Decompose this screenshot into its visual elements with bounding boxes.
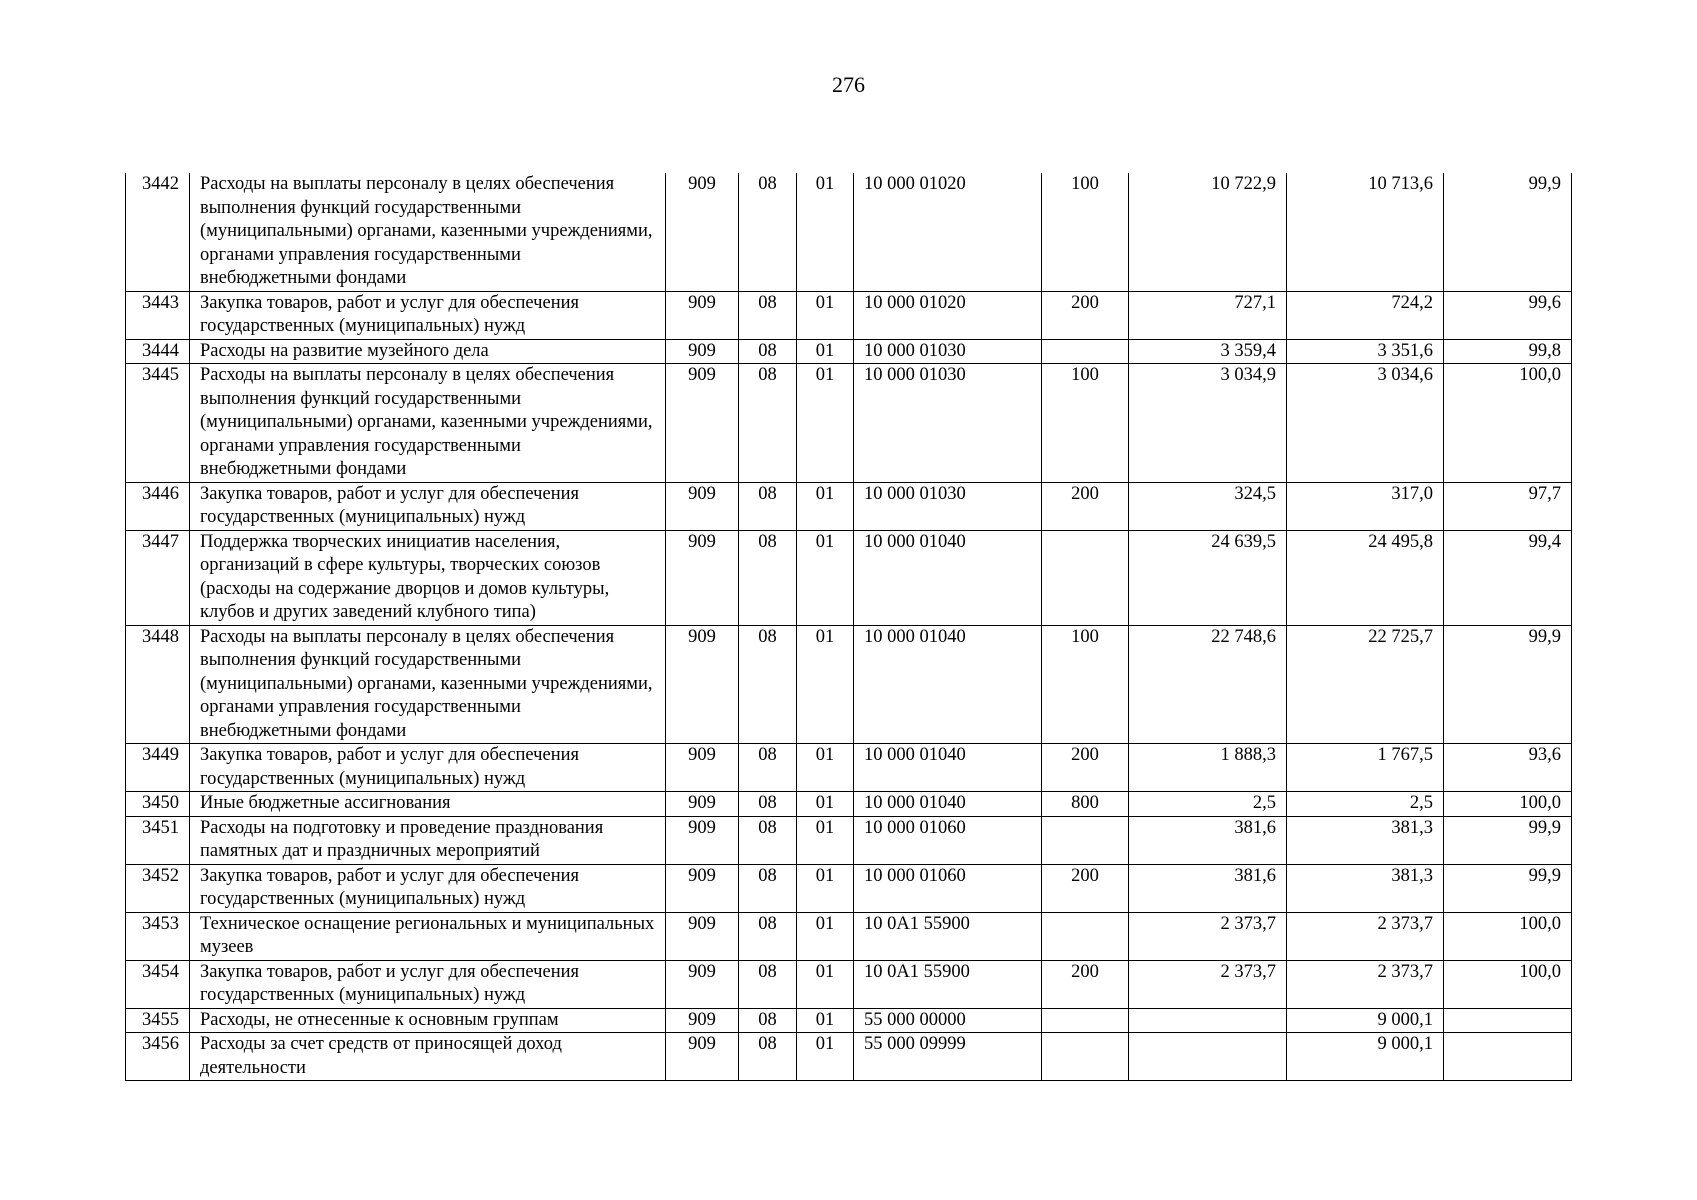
row-number: 3443 <box>126 291 190 339</box>
actual-amount: 2 373,7 <box>1287 960 1444 1008</box>
expense-name: Закупка товаров, работ и услуг для обеспечения государственных (муниципальных) нужд <box>190 960 666 1008</box>
subsection-code: 01 <box>797 482 854 530</box>
expense-type-code: 200 <box>1042 864 1129 912</box>
expense-type-code: 100 <box>1042 364 1129 483</box>
table-row <box>126 792 1572 817</box>
expense-name: Расходы на выплаты персоналу в целях обеспечения выполнения функций государственными (муниципальными) органами, казенными учреждениями, органами управления государственными внебюджетными фондами <box>190 364 666 483</box>
section-code: 08 <box>739 912 797 960</box>
ministry-code: 909 <box>666 339 739 364</box>
execution-percent: 99,8 <box>1444 339 1572 364</box>
row-number: 3453 <box>126 912 190 960</box>
planned-amount: 2,5 <box>1129 792 1287 817</box>
planned-amount: 22 748,6 <box>1129 625 1287 744</box>
ministry-code: 909 <box>666 291 739 339</box>
ministry-code: 909 <box>666 912 739 960</box>
execution-percent: 99,9 <box>1444 625 1572 744</box>
subsection-code: 01 <box>797 625 854 744</box>
planned-amount: 2 373,7 <box>1129 912 1287 960</box>
execution-percent <box>1444 1008 1572 1033</box>
row-number: 3446 <box>126 482 190 530</box>
actual-amount: 22 725,7 <box>1287 625 1444 744</box>
subsection-code: 01 <box>797 364 854 483</box>
subsection-code: 01 <box>797 339 854 364</box>
actual-amount: 9 000,1 <box>1287 1008 1444 1033</box>
section-code: 08 <box>739 339 797 364</box>
subsection-code: 01 <box>797 173 854 291</box>
expense-name: Техническое оснащение региональных и муниципальных музеев <box>190 912 666 960</box>
table-row <box>126 1008 1572 1033</box>
section-code: 08 <box>739 792 797 817</box>
expense-type-code: 200 <box>1042 291 1129 339</box>
table-row <box>126 864 1572 912</box>
section-code: 08 <box>739 1008 797 1033</box>
expense-type-code <box>1042 816 1129 864</box>
expense-name: Закупка товаров, работ и услуг для обеспечения государственных (муниципальных) нужд <box>190 291 666 339</box>
execution-percent: 100,0 <box>1444 960 1572 1008</box>
target-article-code: 10 000 01020 <box>854 173 1042 291</box>
ministry-code: 909 <box>666 864 739 912</box>
actual-amount: 3 351,6 <box>1287 339 1444 364</box>
subsection-code: 01 <box>797 1033 854 1081</box>
subsection-code: 01 <box>797 912 854 960</box>
table-row <box>126 530 1572 625</box>
section-code: 08 <box>739 1033 797 1081</box>
ministry-code: 909 <box>666 792 739 817</box>
row-number: 3455 <box>126 1008 190 1033</box>
planned-amount: 1 888,3 <box>1129 744 1287 792</box>
subsection-code: 01 <box>797 960 854 1008</box>
section-code: 08 <box>739 816 797 864</box>
target-article-code: 10 000 01060 <box>854 816 1042 864</box>
target-article-code: 10 000 01030 <box>854 364 1042 483</box>
row-number: 3448 <box>126 625 190 744</box>
expense-name: Закупка товаров, работ и услуг для обеспечения государственных (муниципальных) нужд <box>190 744 666 792</box>
target-article-code: 10 000 01040 <box>854 792 1042 817</box>
actual-amount: 3 034,6 <box>1287 364 1444 483</box>
ministry-code: 909 <box>666 960 739 1008</box>
expense-type-code: 100 <box>1042 173 1129 291</box>
section-code: 08 <box>739 864 797 912</box>
ministry-code: 909 <box>666 1033 739 1081</box>
table-row <box>126 625 1572 744</box>
ministry-code: 909 <box>666 625 739 744</box>
table-row <box>126 173 1572 291</box>
execution-percent: 99,6 <box>1444 291 1572 339</box>
execution-percent <box>1444 1033 1572 1081</box>
expense-name: Расходы, не отнесенные к основным группам <box>190 1008 666 1033</box>
row-number: 3456 <box>126 1033 190 1081</box>
actual-amount: 381,3 <box>1287 864 1444 912</box>
actual-amount: 1 767,5 <box>1287 744 1444 792</box>
planned-amount: 3 034,9 <box>1129 364 1287 483</box>
page-number: 276 <box>832 72 865 97</box>
subsection-code: 01 <box>797 864 854 912</box>
actual-amount: 381,3 <box>1287 816 1444 864</box>
subsection-code: 01 <box>797 291 854 339</box>
expense-type-code: 200 <box>1042 960 1129 1008</box>
section-code: 08 <box>739 625 797 744</box>
actual-amount: 10 713,6 <box>1287 173 1444 291</box>
expense-type-code: 800 <box>1042 792 1129 817</box>
execution-percent: 100,0 <box>1444 364 1572 483</box>
planned-amount: 3 359,4 <box>1129 339 1287 364</box>
actual-amount: 317,0 <box>1287 482 1444 530</box>
table-row <box>126 364 1572 483</box>
target-article-code: 55 000 00000 <box>854 1008 1042 1033</box>
row-number: 3454 <box>126 960 190 1008</box>
table-row <box>126 1033 1572 1081</box>
actual-amount: 9 000,1 <box>1287 1033 1444 1081</box>
subsection-code: 01 <box>797 744 854 792</box>
execution-percent: 99,9 <box>1444 816 1572 864</box>
ministry-code: 909 <box>666 173 739 291</box>
planned-amount: 727,1 <box>1129 291 1287 339</box>
expense-type-code: 200 <box>1042 482 1129 530</box>
actual-amount: 2,5 <box>1287 792 1444 817</box>
planned-amount <box>1129 1033 1287 1081</box>
section-code: 08 <box>739 744 797 792</box>
expense-name: Закупка товаров, работ и услуг для обеспечения государственных (муниципальных) нужд <box>190 482 666 530</box>
target-article-code: 10 000 01060 <box>854 864 1042 912</box>
expense-type-code: 100 <box>1042 625 1129 744</box>
row-number: 3450 <box>126 792 190 817</box>
expense-name: Поддержка творческих инициатив населения, организаций в сфере культуры, творческих союзов (расходы на содержание дворцов и домов культуры, клубов и других заведений клубного типа) <box>190 530 666 625</box>
row-number: 3444 <box>126 339 190 364</box>
table-row <box>126 291 1572 339</box>
execution-percent: 99,9 <box>1444 173 1572 291</box>
expense-type-code <box>1042 912 1129 960</box>
row-number: 3452 <box>126 864 190 912</box>
actual-amount: 24 495,8 <box>1287 530 1444 625</box>
expense-name: Расходы на развитие музейного дела <box>190 339 666 364</box>
execution-percent: 100,0 <box>1444 792 1572 817</box>
row-number: 3442 <box>126 173 190 291</box>
subsection-code: 01 <box>797 530 854 625</box>
target-article-code: 10 000 01040 <box>854 625 1042 744</box>
target-article-code: 10 000 01030 <box>854 482 1042 530</box>
ministry-code: 909 <box>666 482 739 530</box>
planned-amount: 2 373,7 <box>1129 960 1287 1008</box>
target-article-code: 10 000 01030 <box>854 339 1042 364</box>
expense-name: Расходы на выплаты персоналу в целях обеспечения выполнения функций государственными (муниципальными) органами, казенными учреждениями, органами управления государственными внебюджетными фондами <box>190 625 666 744</box>
expense-name: Расходы на выплаты персоналу в целях обеспечения выполнения функций государственными (муниципальными) органами, казенными учреждениями, органами управления государственными внебюджетными фондами <box>190 173 666 291</box>
ministry-code: 909 <box>666 1008 739 1033</box>
planned-amount: 381,6 <box>1129 816 1287 864</box>
execution-percent: 97,7 <box>1444 482 1572 530</box>
ministry-code: 909 <box>666 364 739 483</box>
target-article-code: 10 0A1 55900 <box>854 960 1042 1008</box>
target-article-code: 10 000 01040 <box>854 530 1042 625</box>
planned-amount: 24 639,5 <box>1129 530 1287 625</box>
section-code: 08 <box>739 482 797 530</box>
planned-amount <box>1129 1008 1287 1033</box>
execution-percent: 93,6 <box>1444 744 1572 792</box>
expense-name: Иные бюджетные ассигнования <box>190 792 666 817</box>
table-row <box>126 912 1572 960</box>
table-row <box>126 744 1572 792</box>
table-row <box>126 482 1572 530</box>
row-number: 3449 <box>126 744 190 792</box>
section-code: 08 <box>739 530 797 625</box>
expense-name: Расходы на подготовку и проведение празднования памятных дат и праздничных мероприятий <box>190 816 666 864</box>
table-row <box>126 339 1572 364</box>
planned-amount: 10 722,9 <box>1129 173 1287 291</box>
section-code: 08 <box>739 291 797 339</box>
planned-amount: 324,5 <box>1129 482 1287 530</box>
target-article-code: 55 000 09999 <box>854 1033 1042 1081</box>
expense-name: Закупка товаров, работ и услуг для обеспечения государственных (муниципальных) нужд <box>190 864 666 912</box>
budget-table <box>125 173 1572 1081</box>
expense-name: Расходы за счет средств от приносящей доход деятельности <box>190 1033 666 1081</box>
subsection-code: 01 <box>797 792 854 817</box>
subsection-code: 01 <box>797 816 854 864</box>
ministry-code: 909 <box>666 530 739 625</box>
row-number: 3451 <box>126 816 190 864</box>
ministry-code: 909 <box>666 744 739 792</box>
section-code: 08 <box>739 364 797 483</box>
subsection-code: 01 <box>797 1008 854 1033</box>
row-number: 3445 <box>126 364 190 483</box>
expense-type-code <box>1042 1008 1129 1033</box>
target-article-code: 10 000 01040 <box>854 744 1042 792</box>
target-article-code: 10 0A1 55900 <box>854 912 1042 960</box>
execution-percent: 99,9 <box>1444 864 1572 912</box>
table-row <box>126 960 1572 1008</box>
execution-percent: 99,4 <box>1444 530 1572 625</box>
ministry-code: 909 <box>666 816 739 864</box>
expense-type-code <box>1042 530 1129 625</box>
expense-type-code <box>1042 1033 1129 1081</box>
table-row <box>126 816 1572 864</box>
actual-amount: 724,2 <box>1287 291 1444 339</box>
budget-table-body <box>126 173 1572 1081</box>
expense-type-code: 200 <box>1042 744 1129 792</box>
section-code: 08 <box>739 173 797 291</box>
row-number: 3447 <box>126 530 190 625</box>
expense-type-code <box>1042 339 1129 364</box>
section-code: 08 <box>739 960 797 1008</box>
execution-percent: 100,0 <box>1444 912 1572 960</box>
actual-amount: 2 373,7 <box>1287 912 1444 960</box>
planned-amount: 381,6 <box>1129 864 1287 912</box>
target-article-code: 10 000 01020 <box>854 291 1042 339</box>
